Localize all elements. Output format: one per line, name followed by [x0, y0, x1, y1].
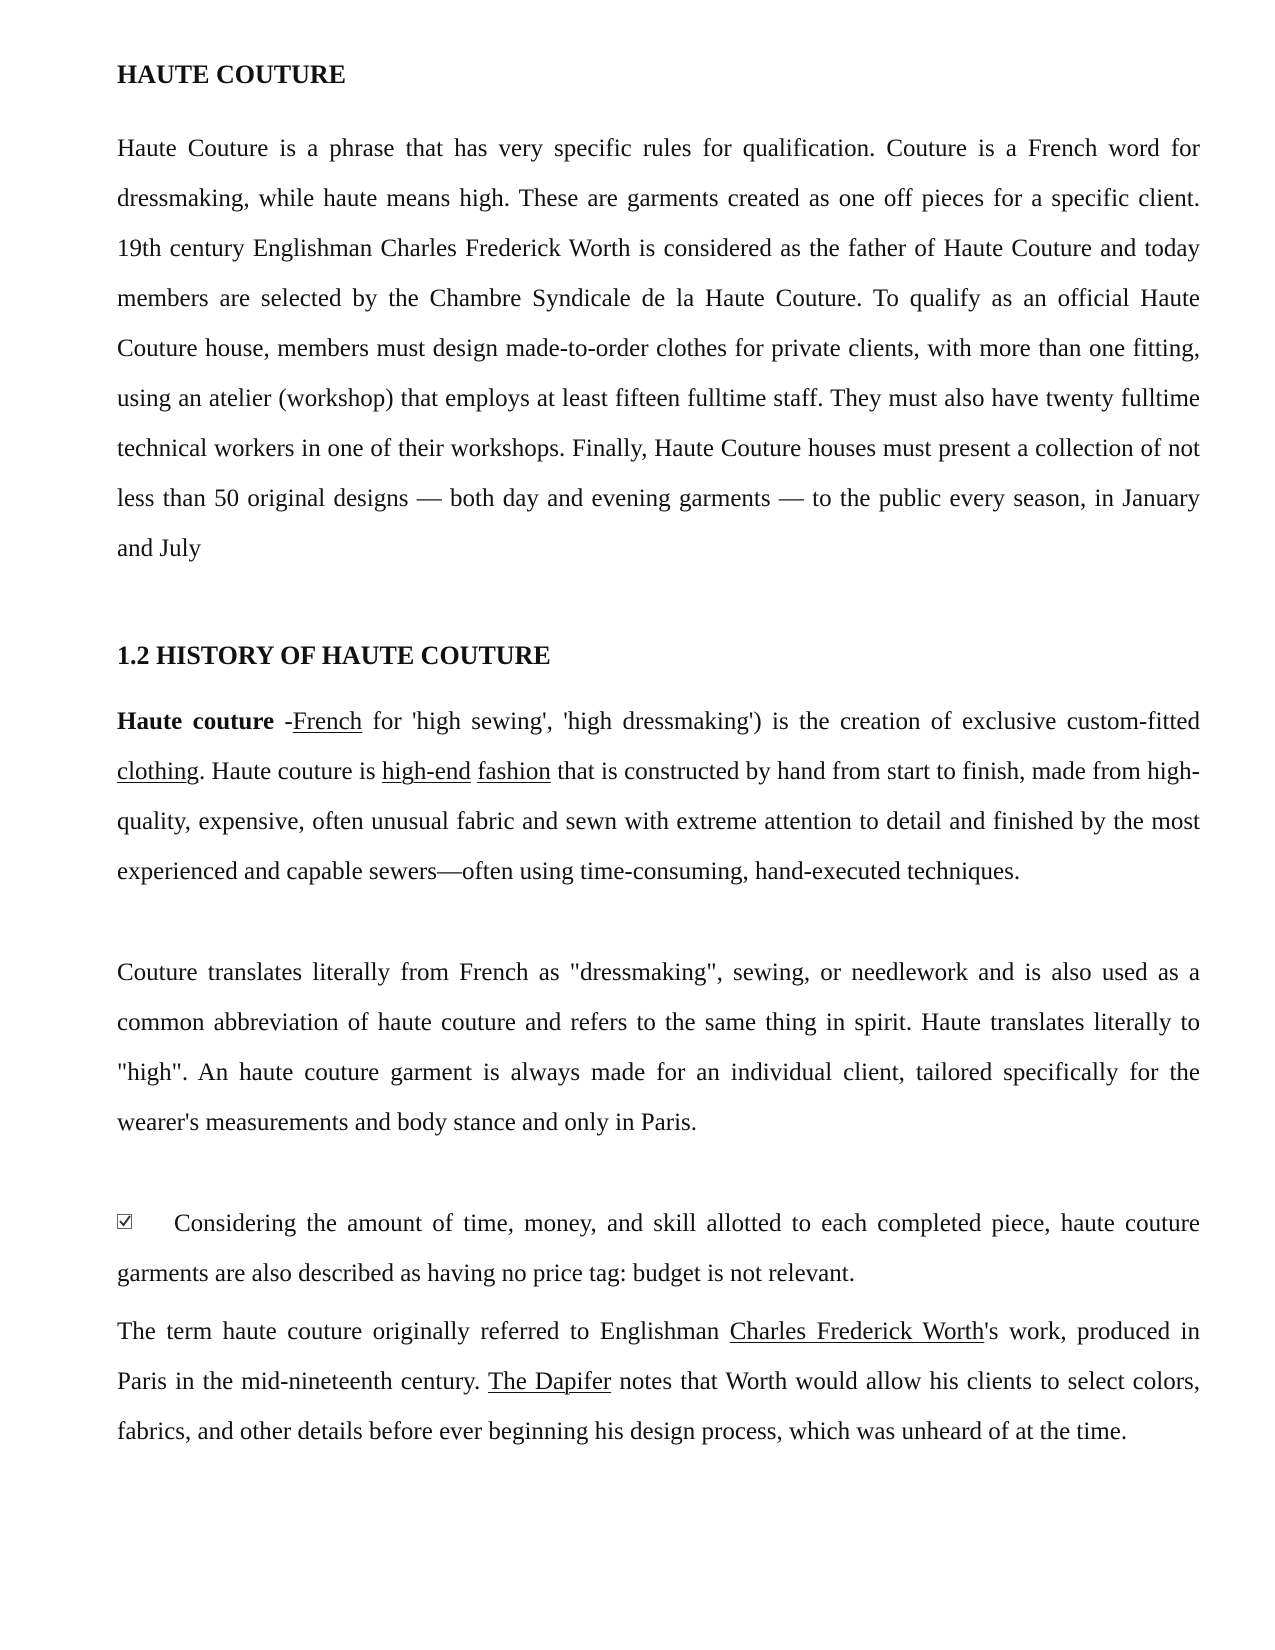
paragraph-price-tag: [117, 1199, 1200, 1299]
paragraph-couture-translation: Couture translates literally from French as "dressmaking", sewing, or needlework and is also used as a common abbreviation of haute couture and refers to the same thing in spirit. Haute translates literally to "high". An haute couture garment is always made for an individual client, tailored specifically for the wearer's measurements and body stance and only in Paris.: [117, 959, 1200, 1136]
text-run: for 'high sewing', 'high dressmaking') is the creation of exclusive custom-fitted: [362, 708, 1201, 735]
link-charles-frederick-worth[interactable]: Charles Frederick Worth: [729, 1318, 985, 1345]
text-run: 's work, produced in Paris in the mid-nineteenth century.: [117, 1318, 1200, 1395]
link-french[interactable]: French: [292, 708, 363, 735]
bold-term-haute-couture: Haute couture: [117, 708, 275, 735]
checkbox-bullet-icon: [117, 1214, 132, 1229]
link-fashion[interactable]: fashion: [477, 758, 551, 785]
section-title-haute-couture: HAUTE COUTURE: [117, 60, 346, 89]
section-title-history: 1.2 HISTORY OF HAUTE COUTURE: [117, 641, 551, 670]
text-run: Considering the amount of time, money, and skill allotted to each completed piece, haute couture garments are also described as having no price tag: budget is not relevant.: [117, 1210, 1200, 1287]
link-clothing[interactable]: clothing: [117, 758, 199, 785]
text-run: The term haute couture originally referred to Englishman: [117, 1318, 730, 1345]
text-run: notes that Worth would allow his clients to select colors, fabrics, and other details before ever beginning his design process, which was unheard of at the time.: [117, 1368, 1201, 1445]
paragraph-history-intro: [117, 697, 1200, 897]
text-run: that is constructed by hand from start to finish, made from high-quality, expensive, often unusual fabric and sewn with extreme attention to detail and finished by the most experienced and capable sewers—often using time-consuming, hand-executed techniques.: [117, 758, 1201, 885]
text-run: . Haute couture is: [198, 758, 382, 785]
text-run: -: [274, 708, 293, 735]
paragraph-definition: Haute Couture is a phrase that has very specific rules for qualification. Couture is a French word for dressmaking, while haute means high. These are garments created as one off pieces for a specific client. 19th century Englishman Charles Frederick Worth is considered as the father of Haute Couture and today members are selected by the Chambre Syndicale de la Haute Couture. To qualify as an official Haute Couture house, members must design made-to-order clothes for private clients, with more than one fitting, using an atelier (workshop) that employs at least fifteen fulltime staff. They must also have twenty fulltime technical workers in one of their workshops. Finally, Haute Couture houses must present a collection of not less than 50 original designs — both day and evening garments — to the public every season, in January and July: [117, 135, 1200, 562]
link-the-dapifer[interactable]: The Dapifer: [487, 1368, 612, 1395]
paragraph-worth-history: [117, 1307, 1200, 1457]
link-high-end[interactable]: high-end: [381, 758, 471, 785]
